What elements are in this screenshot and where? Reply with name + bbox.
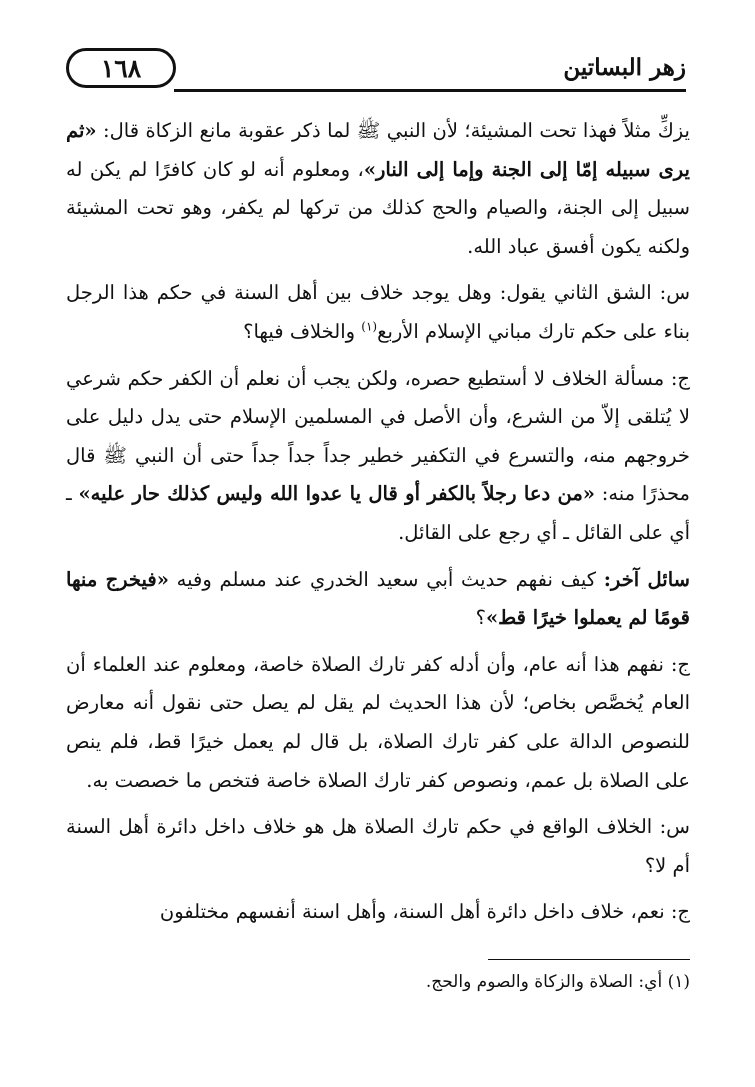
text: يزكِّ مثلاً فهذا تحت المشيئة؛ لأن النبي ﷺ لما ذكر عقوبة مانع الزكاة قال: xyxy=(103,119,690,142)
header-rule xyxy=(174,89,686,92)
hadith-quote: «ثم يرى سبيله إمّا إلى الجنة وإما إلى النار» xyxy=(66,119,690,181)
paragraph-3 xyxy=(66,360,690,553)
hadith-quote: «من دعا رجلاً بالكفر أو قال يا عدوا الله وليس كذلك حار عليه» xyxy=(78,482,595,506)
footnote: (١) أي: الصلاة والزكاة والصوم والحج. xyxy=(425,972,690,992)
text: ـ أي على القائل ـ أي رجع على القائل. xyxy=(66,482,690,544)
footnote-ref: (١) xyxy=(361,319,378,334)
body-text xyxy=(66,112,690,932)
text: كيف نفهم حديث أبي سعيد الخدري عند مسلم وفيه xyxy=(168,567,604,591)
text: ج: نعم، خلاف داخل دائرة أهل السنة، وأهل اسنة أنفسهم مختلفون xyxy=(159,900,690,924)
hadith-quote: «فيخرج منها قومًا لم يعملوا خيرًا قط» xyxy=(66,567,690,630)
paragraph-7 xyxy=(66,893,690,932)
page-number: ١٦٨ xyxy=(66,48,176,88)
footnote-rule xyxy=(488,959,690,960)
running-title: زهر البساتين xyxy=(563,54,686,81)
paragraph-5 xyxy=(66,646,690,800)
text: س: الشق الثاني يقول: وهل يوجد خلاف بين أهل السنة في حكم هذا الرجل بناء على حكم تارك مباني الإسلام الأربع xyxy=(66,281,690,343)
text: ج: نفهم هذا أنه عام، وأن أدله كفر تارك الصلاة خاصة، ومعلوم عند العلماء أن العام يُخصَّص بخاص؛ لأن هذا الحديث لم يقل لم يصل حتى نقول أنه معارض للنصوص الدالة على كفر تارك الصلاة، بل قال لم يعمل خيرًا قط، فلم ينص على الصلاة بل عمم، ونصوص كفر تارك الصلاة خاصة فتخص ما خصصت به. xyxy=(66,652,690,792)
text: س: الخلاف الواقع في حكم تارك الصلاة هل هو خلاف داخل دائرة أهل السنة أم لا؟ xyxy=(66,815,690,877)
paragraph-6 xyxy=(66,808,690,885)
text: ؟ xyxy=(475,606,486,630)
paragraph-4 xyxy=(66,561,690,638)
text: ج: مسألة الخلاف لا أستطيع حصره، ولكن يجب أن نعلم أن الكفر حكم شرعي لا يُتلقى إلاّ من الشرع، وأن الأصل في المسلمين الإسلام حتى يدل دليل على خروجهم منه، والتسرع في التكفير خطير جداً جداً جداً حتى أن النبي ﷺ قال محذرًا منه: xyxy=(66,366,690,506)
text: ، ومعلوم أنه لو كان كافرًا لم يكن له سبيل إلى الجنة، والصيام والحج كذلك من تركها لم يكفر، وهو تحت المشيئة ولكنه يكون أفسق عباد الله. xyxy=(66,157,690,258)
questioner-label: سائل آخر: xyxy=(603,567,690,591)
text: والخلاف فيها؟ xyxy=(243,319,362,343)
paragraph-2 xyxy=(66,274,690,351)
page-header xyxy=(66,46,686,92)
paragraph-1 xyxy=(66,112,690,266)
